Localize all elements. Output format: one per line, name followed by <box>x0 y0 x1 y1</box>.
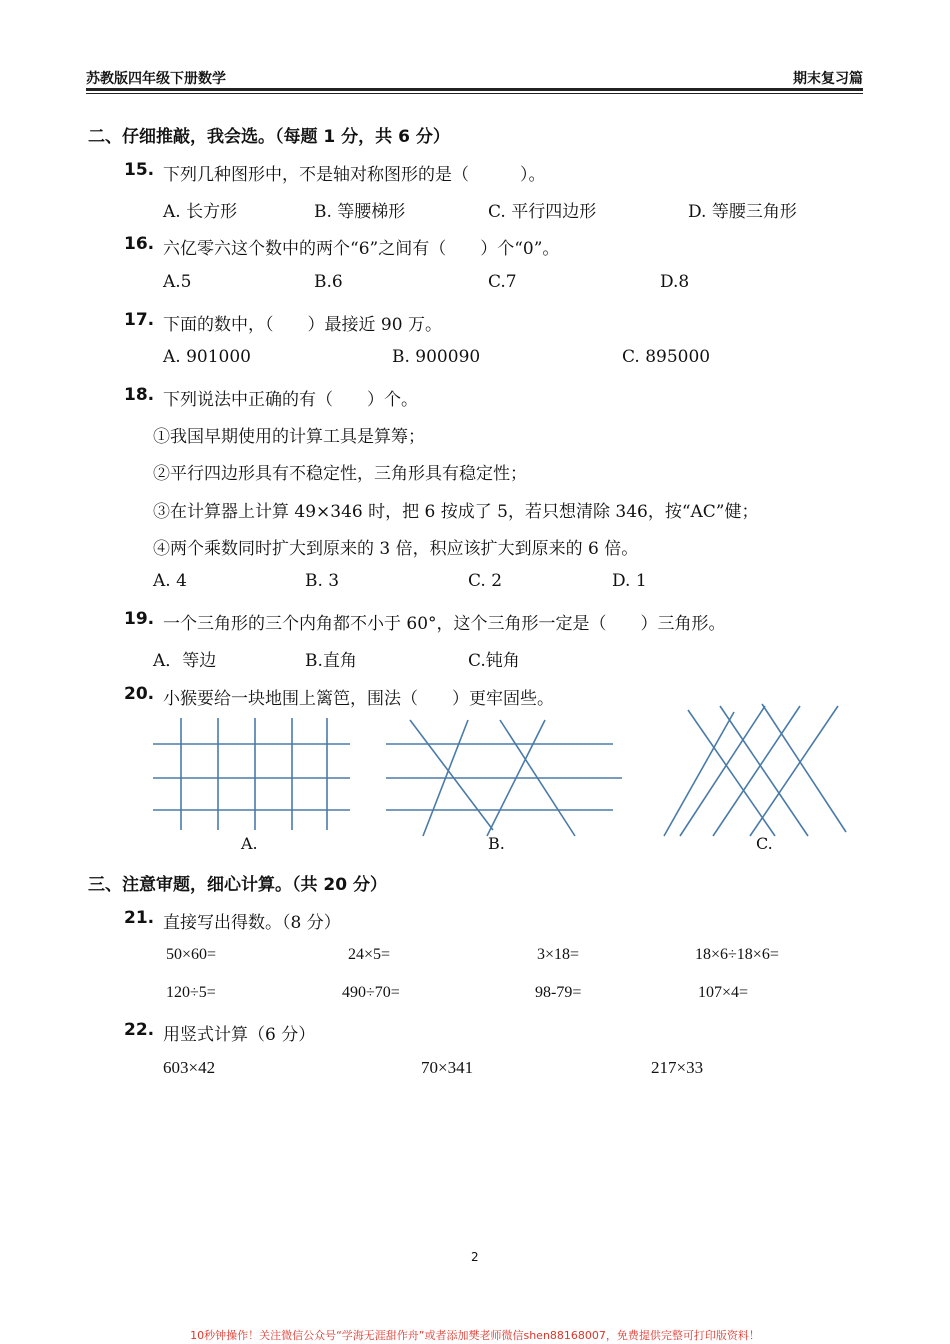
fence-b-caption: B. <box>488 834 505 853</box>
fence-b-triangles <box>386 720 622 836</box>
question-21-number: 21. <box>124 908 155 928</box>
calc-item: 24×5= <box>348 946 391 963</box>
calc-item: 18×6÷18×6= <box>695 946 779 963</box>
question-18-option-b: B. 3 <box>305 571 340 591</box>
question-18-text: 下列说法中正确的有（ ）个。 <box>163 390 418 410</box>
vertical-calc-item: 217×33 <box>651 1058 704 1077</box>
question-20-number: 20. <box>124 684 155 704</box>
question-19-option-c: C.钝角 <box>468 651 520 671</box>
question-18-statement-4: ④两个乘数同时扩大到原来的 3 倍，积应该扩大到原来的 6 倍。 <box>153 539 639 559</box>
question-20-text: 小猴要给一块地围上篱笆，围法（ ）更牢固些。 <box>163 689 554 709</box>
question-18-statement-1: ①我国早期使用的计算工具是算筹； <box>153 427 425 447</box>
question-18-statement-3: ③在计算器上计算 49×346 时，把 6 按成了 5，若只想清除 346，按“AC”健； <box>153 502 759 522</box>
fence-c-caption: C. <box>756 834 773 853</box>
calc-item: 107×4= <box>698 984 749 1001</box>
question-18-statement-2: ②平行四边形具有不稳定性，三角形具有稳定性； <box>153 464 527 484</box>
section-3-title: 三、注意审题，细心计算。（共 20 分） <box>88 875 387 895</box>
question-15-number: 15. <box>124 160 155 180</box>
calc-item: 50×60= <box>166 946 217 963</box>
section-2-title: 二、仔细推敲，我会选。（每题 1 分，共 6 分） <box>88 127 450 147</box>
question-19-text: 一个三角形的三个内角都不小于 60°，这个三角形一定是（ ）三角形。 <box>163 614 726 634</box>
question-16-option-d: D.8 <box>660 272 690 292</box>
question-22-number: 22. <box>124 1020 155 1040</box>
question-17-text: 下面的数中，（ ）最接近 90 万。 <box>163 315 442 335</box>
question-19-option-a: A．等边 <box>153 651 217 671</box>
question-15-text: 下列几种图形中，不是轴对称图形的是（ ）。 <box>163 165 546 185</box>
footer-notice: 10秒钟操作！关注微信公众号“学海无涯甜作舟”或者添加樊老师微信shen88168007，免费提供完整可打印版资料！ <box>190 1329 760 1342</box>
question-17-option-b: B. 900090 <box>392 347 481 367</box>
question-18-option-a: A. 4 <box>153 571 187 591</box>
question-16-option-b: B.6 <box>314 272 343 292</box>
question-16-option-c: C.7 <box>488 272 517 292</box>
question-15-option-c: C. 平行四边形 <box>488 202 597 222</box>
fence-c-diagonals <box>664 704 846 836</box>
question-18-option-d: D. 1 <box>612 571 647 591</box>
question-17-number: 17. <box>124 310 155 330</box>
calc-item: 120÷5= <box>166 984 216 1001</box>
header-left-title: 苏教版四年级下册数学 <box>86 71 226 87</box>
question-16-option-a: A.5 <box>163 272 192 292</box>
question-15-option-a: A. 长方形 <box>163 202 238 222</box>
question-18-option-c: C. 2 <box>468 571 503 591</box>
calc-item: 490÷70= <box>342 984 400 1001</box>
vertical-calc-item: 603×42 <box>163 1058 216 1077</box>
question-19-number: 19. <box>124 609 155 629</box>
question-17-option-c: C. 895000 <box>622 347 711 367</box>
fence-a-grid <box>153 718 350 830</box>
vertical-calc-item: 70×341 <box>421 1058 474 1077</box>
question-19-option-b: B.直角 <box>305 651 357 671</box>
page-number: 2 <box>471 1250 479 1264</box>
question-18-number: 18. <box>124 385 155 405</box>
question-15-option-d: D. 等腰三角形 <box>688 202 797 222</box>
header-right-title: 期末复习篇 <box>793 71 863 87</box>
fence-a-caption: A. <box>241 834 258 853</box>
calc-item: 98-79= <box>535 984 582 1001</box>
calc-item: 3×18= <box>537 946 580 963</box>
question-21-text: 直接写出得数。（8 分） <box>163 913 341 933</box>
question-15-option-b: B. 等腰梯形 <box>314 202 406 222</box>
question-16-text: 六亿零六这个数中的两个“6”之间有（ ）个“0”。 <box>163 239 560 259</box>
question-17-option-a: A. 901000 <box>163 347 251 367</box>
question-16-number: 16. <box>124 234 155 254</box>
question-22-text: 用竖式计算（6 分） <box>163 1025 316 1045</box>
